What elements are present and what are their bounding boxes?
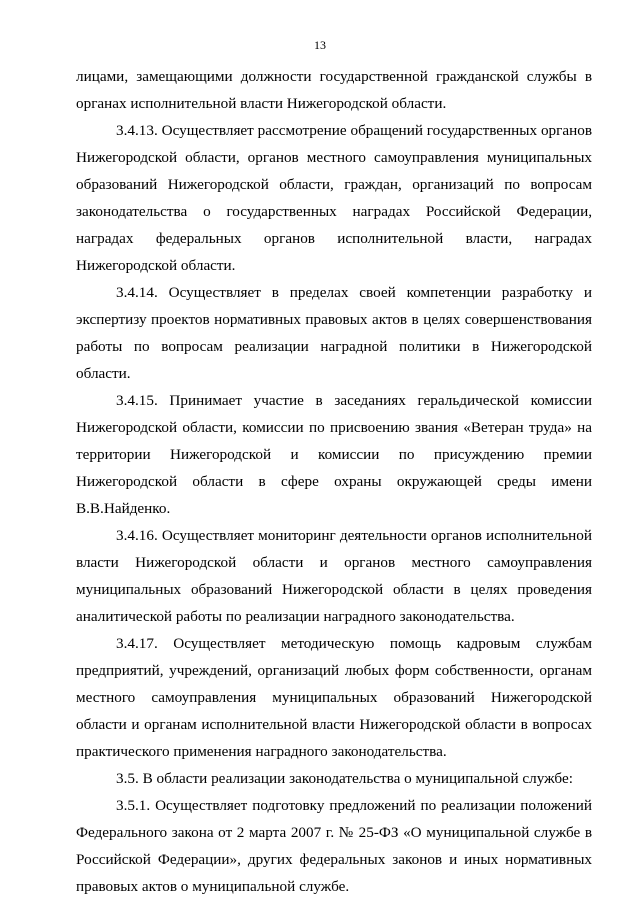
paragraph-3-4-13: 3.4.13. Осуществляет рассмотрение обращений государственных органов Нижегородской области, органов местного самоуправления муниципальных образований Нижегородской области, граждан, организаций по вопросам законодательства о государственных наградах Российской Федерации, наградах федеральных органов исполнительной власти, наградах Нижегородской области. <box>76 122 592 274</box>
paragraph-3-5: 3.5. В области реализации законодательства о муниципальной службе: <box>116 770 573 787</box>
paragraph-continuation: лицами, замещающими должности государственной гражданской службы в органах исполнительной власти Нижегородской области. <box>76 68 592 112</box>
paragraph-3-4-16: 3.4.16. Осуществляет мониторинг деятельности органов исполнительной власти Нижегородской области и органов местного самоуправления муниципальных образований Нижегородской области в целях проведения аналитической работы по реализации наградного законодательства. <box>76 527 592 625</box>
paragraph-3-4-15: 3.4.15. Принимает участие в заседаниях геральдической комиссии Нижегородской области, комиссии по присвоению звания «Ветеран труда» на территории Нижегородской и комиссии по присуждению премии Нижегородской области в сфере охраны окружающей среды имени В.В.Найденко. <box>76 392 592 517</box>
paragraph-3-4-14: 3.4.14. Осуществляет в пределах своей компетенции разработку и экспертизу проектов нормативных правовых актов в целях совершенствования работы по вопросам реализации наградной политики в Нижегородской области. <box>76 284 592 382</box>
document-body <box>76 63 592 900</box>
paragraph-3-5-1: 3.5.1. Осуществляет подготовку предложений по реализации положений Федерального закона от 2 марта 2007 г. № 25-ФЗ «О муниципальной службе в Российской Федерации», других федеральных законов и иных нормативных правовых актов о муниципальной службе. <box>76 797 592 895</box>
page-number: 13 <box>314 38 326 52</box>
paragraph-3-4-17: 3.4.17. Осуществляет методическую помощь кадровым службам предприятий, учреждений, организаций любых форм собственности, органам местного самоуправления муниципальных образований Нижегородской области и органам исполнительной власти Нижегородской области в вопросах практического применения наградного законодательства. <box>76 635 592 760</box>
